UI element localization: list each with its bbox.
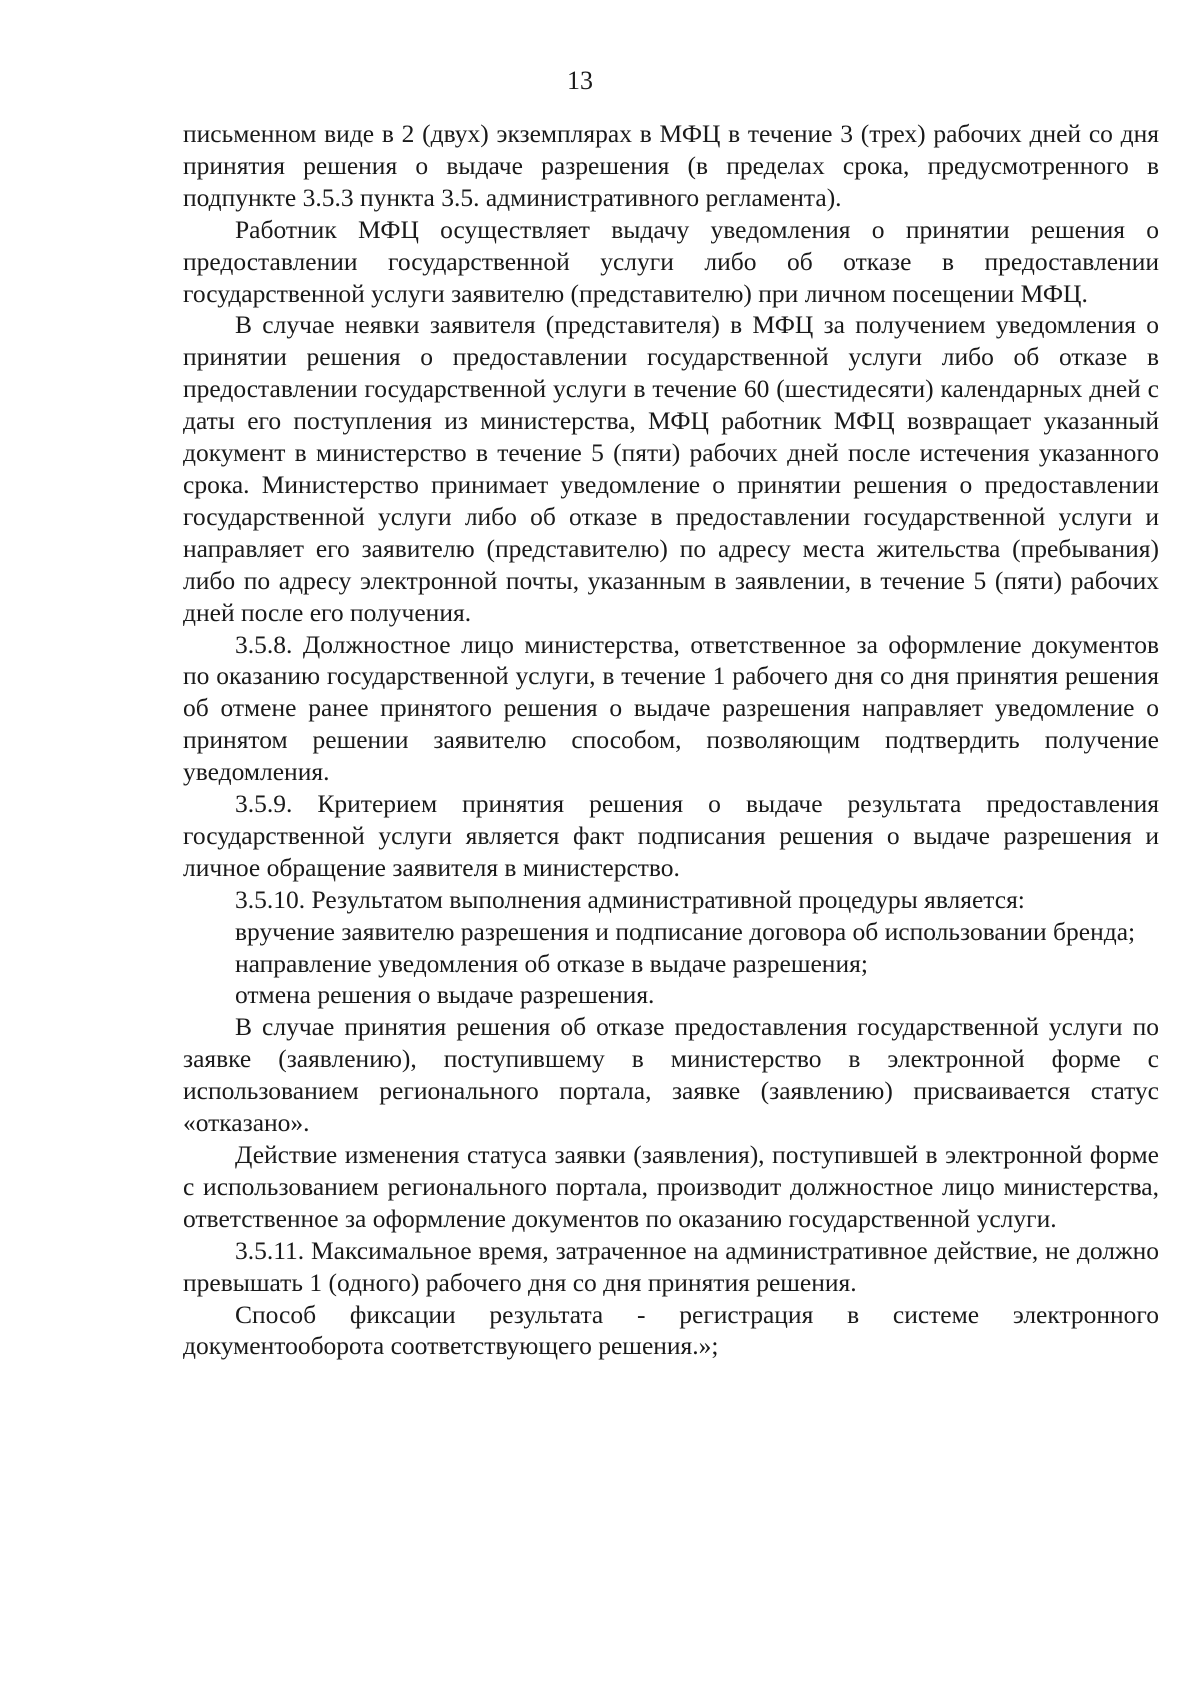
paragraph-3-5-11: 3.5.11. Максимальное время, затраченное на административное действие, не должно превышать 1 (одного) рабочего дня со дня принятия решения. — [183, 1235, 1159, 1297]
paragraph-mfc-issuance: Работник МФЦ осуществляет выдачу уведомления о принятии решения о предоставлении государственной услуги либо об отказе в предоставлении государственной услуги заявителю (представителю) при личном посещении МФЦ. — [183, 214, 1159, 308]
list-item-refusal-notice: направление уведомления об отказе в выдаче разрешения; — [235, 948, 868, 978]
paragraph-fixation-method: Способ фиксации результата - регистрация в системе электронного документооборота соответствующего решения.»; — [183, 1299, 1159, 1361]
list-item-cancellation: отмена решения о выдаче разрешения. — [235, 980, 655, 1010]
paragraph-refusal-status: В случае принятия решения об отказе предоставления государственной услуги по заявке (заявлению), поступившему в министерство в электронной форме с использованием регионального портала, заявке (заявлению) присваивается статус «отказано». — [183, 1012, 1159, 1138]
paragraph-continuation: письменном виде в 2 (двух) экземплярах в МФЦ в течение 3 (трех) рабочих дней со дня принятия решения о выдаче разрешения (в пределах срока, предусмотренного в подпункте 3.5.3 пункта 3.5. административного регламента). — [183, 119, 1159, 212]
paragraph-3-5-9: 3.5.9. Критерием принятия решения о выдаче результата предоставления государственной услуги является факт подписания решения о выдаче разрешения и личное обращение заявителя в министерство. — [183, 789, 1159, 882]
paragraph-status-change: Действие изменения статуса заявки (заявления), поступившей в электронной форме с использованием регионального портала, производит должностное лицо министерства, ответственное за оформление документов по оказанию государственной услуги. — [183, 1140, 1159, 1233]
document-body — [183, 118, 1159, 1362]
page-number: 13 — [567, 66, 593, 95]
list-item-brand-permit: вручение заявителю разрешения и подписание договора об использовании бренда; — [235, 916, 1136, 946]
paragraph-3-5-10: 3.5.10. Результатом выполнения административной процедуры является: — [235, 884, 1025, 914]
paragraph-3-5-8: 3.5.8. Должностное лицо министерства, ответственное за оформление документов по оказанию государственной услуги, в течение 1 рабочего дня со дня принятия решения об отмене ранее принятого решения о выдаче разрешения направляет уведомление о принятом решении заявителю способом, позволяющим подтвердить получение уведомления. — [183, 629, 1159, 787]
paragraph-non-appearance: В случае неявки заявителя (представителя) в МФЦ за получением уведомления о принятии решения о предоставлении государственной услуги либо об отказе в предоставлении государственной услуги в течение 60 (шестидесяти) календарных дней с даты его поступления из министерства, МФЦ работник МФЦ возвращает указанный документ в министерство в течение 5 (пяти) рабочих дней после истечения указанного срока. Министерство принимает уведомление о принятии решения о предоставлении государственной услуги либо об отказе в предоставлении государственной услуги и направляет его заявителю (представителю) по адресу места жительства (пребывания) либо по адресу электронной почты, указанным в заявлении, в течение 5 (пяти) рабочих дней после его получения. — [183, 310, 1159, 627]
